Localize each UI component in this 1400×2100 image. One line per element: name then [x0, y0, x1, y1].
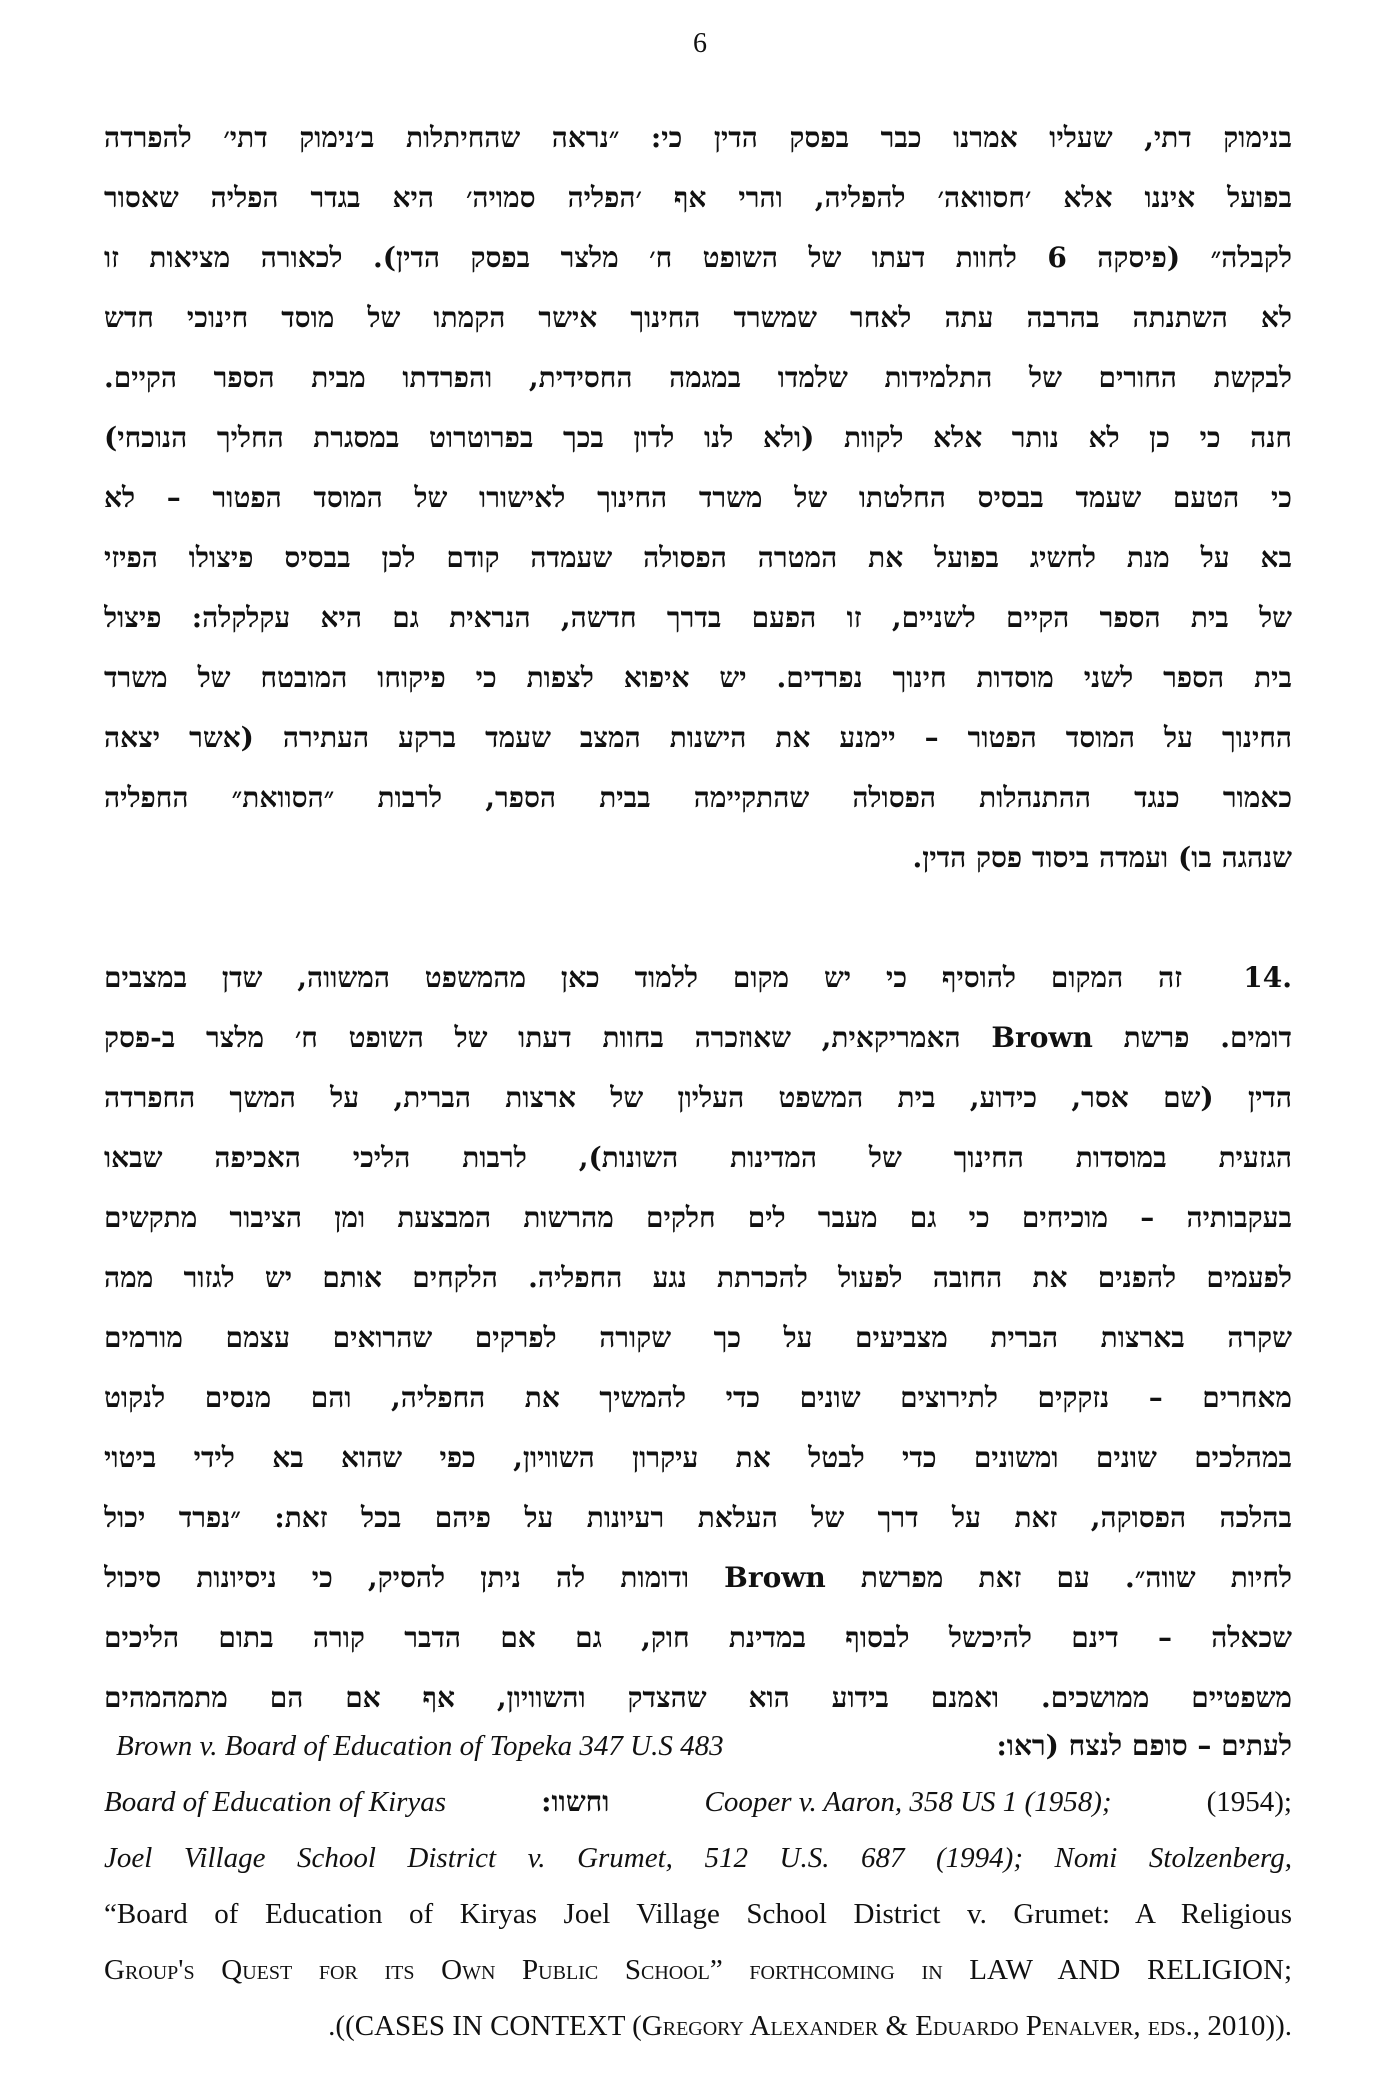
paragraph-line: דומים. פרשת Brown האמריקאית, שאוזכרה בחוות דעתו של השופט ח׳ מלצר ב-פסק [104, 1021, 1292, 1054]
paragraph-line: חנה כי כן לא נותר אלא לקוות (ולא לנו לדון בכך בפרוטרוט במסגרת החליך הנוכחי) [104, 421, 1292, 454]
paragraph-line: הגזעית במוסדות החינוך של המדינות השונות), לרבות הליכי האכיפה שבאו [104, 1141, 1292, 1174]
paragraph-line: לקבלה״ (פיסקה 6 לחוות דעתו של השופט ח׳ מלצר בפסק הדין). לכאורה מציאות זו [104, 241, 1292, 274]
paragraph-line: של בית הספר הקיים לשניים, זו הפעם בדרך חדשה, הנראית גם היא עקלקלה: פיצול [104, 601, 1292, 634]
paragraph-line: משפטיים ממושכים. ואמנם בידוע הוא שהצדק והשוויון, אף אם הם מתמהמהים [104, 1681, 1292, 1714]
paragraph-line: כי הטעם שעמד בבסיס החלטתו של משרד החינוך לאישורו של המוסד הפטור – לא [104, 481, 1292, 514]
citation-year: (1954); [1206, 1786, 1292, 1818]
citation-kiryas: Board of Education of Kiryas [104, 1786, 447, 1818]
paragraph-line: בפועל איננו אלא ׳חסוואה׳ להפליה, והרי אף ׳הפליה סמויה׳ היא בגדר הפליה שאסור [104, 181, 1292, 214]
paragraph-line: בהלכה הפסוקה, זאת על דרך של העלאת רעיונות על פיהם בכל זאת: ״נפרד יכול [104, 1501, 1292, 1534]
paragraph-line: החינוך על המוסד הפטור – יימנע את הישנות המצב שעמד ברקע העתירה (אשר יצאה [104, 721, 1292, 754]
citation-hebrew: לעתים – סופם לנצח (ראו: [996, 1729, 1292, 1762]
citation-line: “Board of Education of Kiryas Joel Village School District v. Grumet: A Religious [104, 1898, 1292, 1930]
paragraph-first-line [104, 948, 1292, 1008]
paragraph-line: בית הספר לשני מוסדות חינוך נפרדים. יש איפוא לצפות כי פיקוחו המובטח של משרד [104, 661, 1292, 694]
paragraph-line: הדין (שם אסר, כידוע, בית המשפט העליון של ארצות הברית, על המשך החפרדה [104, 1081, 1292, 1114]
paragraph-14 [104, 948, 1292, 1728]
paragraph-line: שכאלה – דינם להיכשל לבסוף במדינת חוק, גם אם הדבר קורה בתום הליכים [104, 1621, 1292, 1654]
citation-cooper: Cooper v. Aaron, 358 US 1 (1958); [704, 1786, 1112, 1818]
citation-compare: וחשוו: [541, 1785, 610, 1818]
paragraph-line: מאחרים – נזקקים לתירוצים שונים כדי להמשיך את החפליה, והם מנסים לנקוט [104, 1381, 1292, 1414]
citations-block [104, 1718, 1292, 2054]
citation-line [104, 1774, 1292, 1830]
citation-close: .(( [328, 2010, 355, 2042]
paragraph-line: בנימוק דתי, שעליו אמרנו כבר בפסק הדין כי: ״נראה שהחיתלות ב׳נימוק דתי׳ להפרדה [104, 121, 1292, 154]
citation-line: Joel Village School District v. Grumet, 512 U.S. 687 (1994); Nomi Stolzenberg, [104, 1842, 1292, 1874]
paragraph-line: בעקבותיה – מוכיחים כי גם מעבר לים חלקים מהרשות המבצעת ומן הציבור מתקשים [104, 1201, 1292, 1234]
paragraph-line: לפעמים להפנים את החובה לפעול להכרתת נגע החפליה. הלקחים אותם יש לגזור ממה [104, 1261, 1292, 1294]
paragraph-line: במהלכים שונים ומשונים כדי לבטל את עיקרון השוויון, כפי שהוא בא לידי ביטוי [104, 1441, 1292, 1474]
citation-brown: Brown v. Board of Education of Topeka 347 U.S 483 [116, 1730, 724, 1762]
page-number: 6 [693, 28, 707, 59]
citation-line [104, 1998, 1292, 2054]
paragraph-line: שקרה בארצות הברית מצביעים על כך שקורה לפרקים שהרואים עצמם מורמים [104, 1321, 1292, 1354]
paragraph-line: זה המקום להוסיף כי יש מקום ללמוד כאן מהמשפט המשווה, שדן במצבים [104, 961, 1182, 994]
paragraph-line: כאמור כנגד ההתנהלות הפסולה שהתקיימה בבית הספר, לרבות ״הסוואת״ החפליה [104, 781, 1292, 814]
paragraph-line: שנהגה בו) ועמדה ביסוד פסק הדין. [912, 841, 1292, 874]
citation-cases-in-context: CASES IN CONTEXT (Gregory Alexander & Eduardo Penalver, eds., 2010)). [354, 2010, 1292, 2042]
citation-line: Group's Quest for its Own Public School” forthcoming in LAW AND RELIGION; [104, 1954, 1292, 1986]
paragraph-13-continuation [104, 108, 1292, 888]
citation-line [104, 1718, 1292, 1774]
paragraph-line: לא השתנתה בהרבה עתה לאחר שמשרד החינוך אישר הקמתו של מוסד חינוכי חדש [104, 301, 1292, 334]
paragraph-line: בא על מנת לחשיג בפועל את המטרה הפסולה שעמדה קודם לכן בבסיס פיצולו הפיזי [104, 541, 1292, 574]
paragraph-line: לבקשת החורים של התלמידות שלמדו במגמה החסידית, והפרדתו מבית הספר הקיים. [104, 361, 1292, 394]
paragraph-number: .14 [1243, 961, 1292, 994]
paragraph-line: לחיות שווה״. עם זאת מפרשת Brown ודומות לה ניתן להסיק, כי ניסיונות סיכול [104, 1561, 1292, 1594]
